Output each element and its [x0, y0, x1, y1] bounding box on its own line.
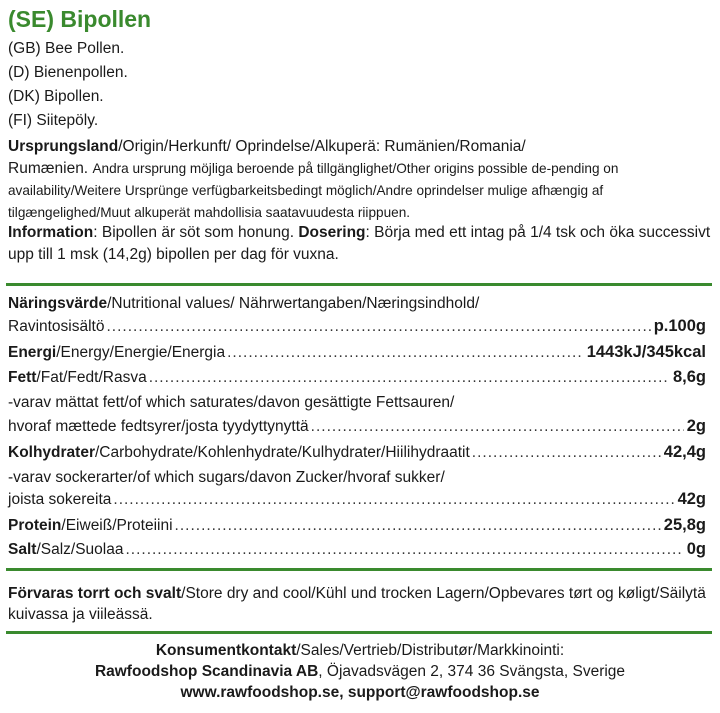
nutrient-name: Fett [8, 369, 37, 386]
information-text: : Bipollen är söt som honung. [93, 224, 299, 241]
dosage-label: Dosering [298, 224, 366, 241]
contact-label: Konsumentkontakt [155, 642, 297, 659]
nutrition-header [8, 295, 479, 313]
nutrient-name: Protein [8, 517, 62, 534]
nutrient-translations: /Carbohydrate/Kohlenhydrate/Kulhydrater/Hiilihydraatit [95, 444, 470, 461]
product-title: (SE) Bipollen [8, 6, 152, 32]
storage-label: Förvaras torrt och svalt [8, 585, 182, 602]
nutrient-translations: hvoraf mættede fedtsyrer/josta tyydyttynyttä [8, 418, 309, 435]
origin-text: /Origin/Herkunft/ Oprindelse/Alkuperä: Rumänien/Romania/ [118, 138, 526, 155]
nutrition-per-row [8, 314, 706, 336]
origin-label: Ursprungsland [8, 138, 119, 155]
sugars-line1: -varav sockerarter/of which sugars/davon Zucker/hvoraf sukker/ [8, 469, 445, 486]
divider [6, 283, 712, 286]
per-amount: p.100g [653, 317, 706, 335]
nutrition-row-fat [8, 365, 706, 387]
nutrition-row-sugars [8, 487, 706, 509]
nutrition-header-text: /Nutritional values/ Nährwertangaben/Næringsindhold/ [107, 295, 480, 312]
contact-heading [0, 640, 720, 661]
company-name: Rawfoodshop Scandinavia AB [94, 663, 319, 680]
contact-roles: /Sales/Vertrieb/Distributør/Markkinointi: [296, 642, 565, 659]
language-name-fi: (FI) Siitepöly. [8, 112, 99, 129]
nutrient-value: 25,8g [663, 516, 706, 534]
company-address: , Öjavadsvägen 2, 374 36 Svängsta, Sverige [318, 663, 626, 680]
nutrient-translations: /Energy/Energie/Energia [56, 344, 226, 361]
language-name-de: (D) Bienenpollen. [8, 64, 128, 81]
nutrition-row-carbohydrate [8, 440, 706, 462]
nutrition-row-saturates [8, 414, 706, 436]
origin-alternatives: Andra ursprung möjliga beroende på tillgänglighet/Other origins possible de-pending on availability/Weitere Ursprünge verfügbarkeitsbedingt möglich/Andre oprindelser mulige afhængig af tilgængelighed/Muut alkuperät mahdollisia saatavuudesta riippuen. [8, 161, 619, 220]
nutrient-value: 8,6g [672, 368, 706, 386]
nutrient-value: 42,4g [663, 443, 706, 461]
nutrient-translations: /Fat/Fedt/Rasva [36, 369, 147, 386]
nutrient-value: 1443kJ/345kcal [586, 343, 706, 361]
nutrition-header-line2: Ravintosisältö [8, 318, 105, 335]
nutrition-header-label: Näringsvärde [8, 295, 108, 312]
dosage-text: : Börja med ett intag på 1/4 tsk och öka successivt upp till 1 msk (14,2g) bipollen per dag för vuxna. [8, 224, 711, 263]
language-name-dk: (DK) Bipollen. [8, 88, 104, 105]
language-name-gb: (GB) Bee Pollen. [8, 40, 125, 57]
information-label: Information [8, 224, 94, 241]
nutrient-value: 42g [677, 490, 706, 508]
storage-section [8, 583, 712, 625]
nutrient-value: 0g [686, 540, 706, 558]
origin-section [8, 136, 712, 224]
storage-text: /Store dry and cool/Kühl und trocken Lagern/Opbevares tørt og køligt/Säilytä kuivassa ja viileässä. [8, 585, 706, 623]
nutrient-translations: /Eiweiß/Proteiini [61, 517, 173, 534]
nutrition-row-energy [8, 340, 706, 362]
nutrient-value: 2g [686, 417, 706, 435]
nutrient-translations: joista sokereita [8, 491, 112, 508]
saturates-line1: -varav mättat fett/of which saturates/davon gesättigte Fettsauren/ [8, 394, 455, 411]
nutrient-translations: /Salz/Suolaa [36, 541, 124, 558]
origin-line2: Rumænien. [8, 160, 89, 177]
nutrient-name: Kolhydrater [8, 444, 95, 461]
divider [6, 568, 712, 571]
divider [6, 631, 712, 634]
nutrition-row-protein [8, 513, 706, 535]
nutrient-name: Energi [8, 344, 57, 361]
nutrient-name: Salt [8, 541, 37, 558]
nutrition-row-salt [8, 537, 706, 559]
contact-web: www.rawfoodshop.se, support@rawfoodshop.se [180, 684, 540, 701]
information-section [8, 222, 712, 266]
contact-address [0, 661, 720, 682]
